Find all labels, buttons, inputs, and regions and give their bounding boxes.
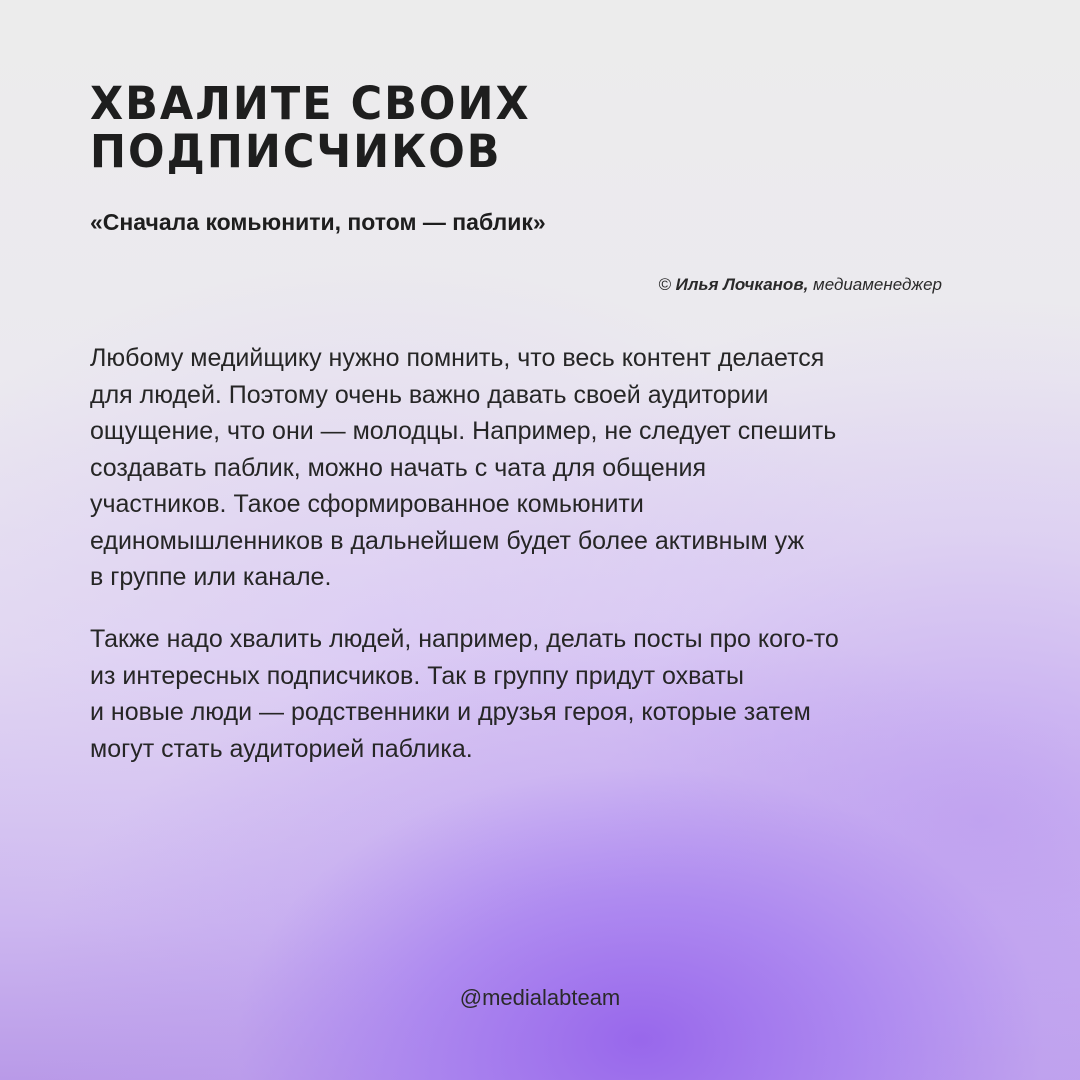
post-title-line: ПОДПИСЧИКОВ [90, 126, 502, 179]
paragraph-line: ощущение, что они — молодцы. Например, не следует спешить [90, 417, 837, 445]
paragraph-line: участников. Такое сформированное комьюнити [90, 490, 644, 518]
paragraph-line: создавать паблик, можно начать с чата для общения [90, 453, 706, 482]
attribution-role: медиаменеджер [808, 275, 942, 294]
attribution-author: Илья Лочканов, [675, 275, 809, 294]
body-paragraph-2 [90, 621, 1010, 767]
quote-subtitle: «Сначала комьюнити, потом — паблик» [90, 209, 546, 235]
account-handle: @medialabteam [459, 985, 621, 1010]
post-title-line: ХВАЛИТЕ СВОИХ [90, 77, 531, 131]
paragraph-line: и новые люди — родственники и друзья героя, которые затем [90, 698, 811, 726]
paragraph-line: единомышленников в дальнейшем будет более активным уж [90, 526, 805, 555]
paragraph-line: из интересных подписчиков. Так в группу придут охваты [90, 661, 744, 690]
copyright-sign: © [658, 275, 676, 294]
body-paragraph-1 [90, 340, 1010, 596]
paragraph-line: могут стать аудиторией паблика. [90, 734, 473, 763]
post-title [90, 77, 790, 179]
paragraph-line: Также надо хвалить людей, например, делать посты про кого-то [90, 625, 839, 653]
paragraph-line: для людей. Поэтому очень важно давать своей аудитории [90, 380, 769, 409]
quote-attribution [658, 274, 942, 296]
paragraph-line: в группе или канале. [90, 563, 332, 591]
paragraph-line: Любому медийщику нужно помнить, что весь контент делается [90, 344, 825, 372]
